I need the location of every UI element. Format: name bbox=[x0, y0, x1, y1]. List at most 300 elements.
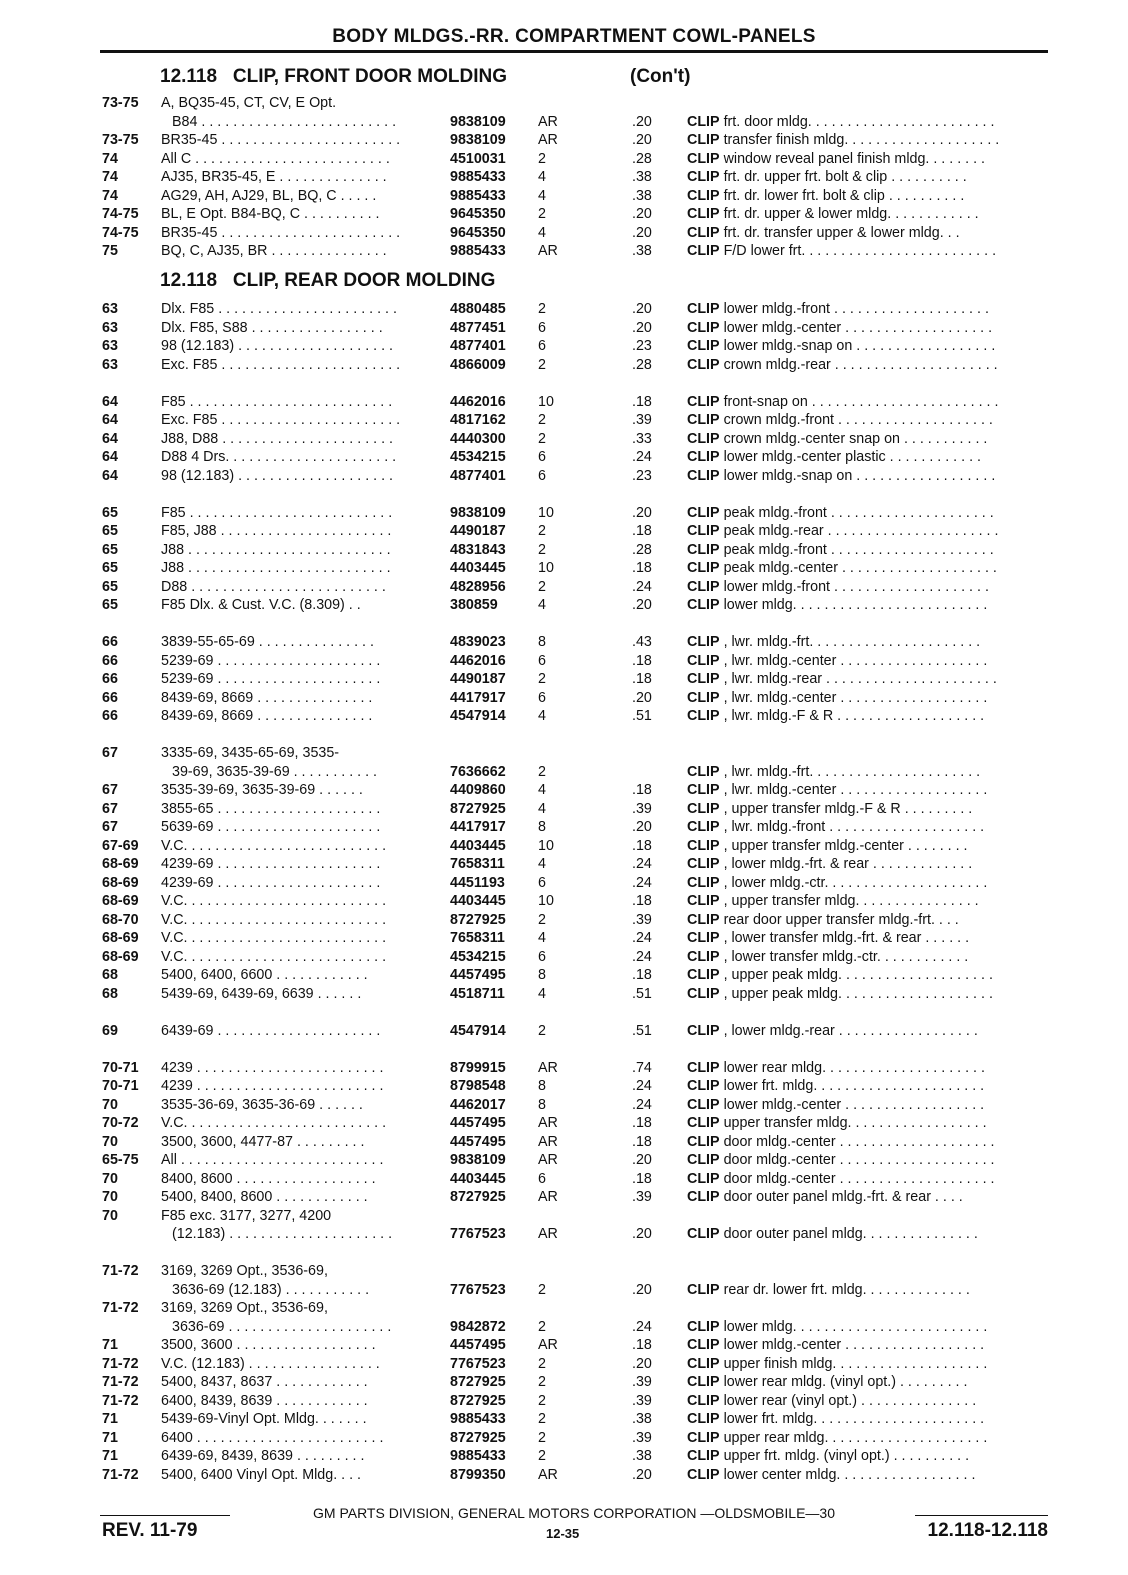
description-cell bbox=[687, 1170, 1049, 1188]
clip-label: CLIP bbox=[687, 634, 720, 650]
clip-label: CLIP bbox=[687, 1226, 720, 1242]
quantity-cell: 6 bbox=[538, 689, 546, 706]
quantity-cell: AR bbox=[538, 1466, 558, 1483]
description-cell bbox=[687, 131, 1049, 149]
table-row bbox=[0, 94, 1128, 112]
year-cell: 68-69 bbox=[102, 930, 139, 946]
table-row bbox=[0, 356, 1128, 374]
quantity-cell: 6 bbox=[538, 652, 546, 669]
application-cell: BR35-45 . . . . . . . . . . . . . . . . . . . . . . . bbox=[161, 132, 401, 148]
clip-label: CLIP bbox=[687, 1392, 720, 1409]
year-cell: 74 bbox=[102, 187, 118, 204]
part-number-cell: 4534215 bbox=[450, 449, 506, 465]
quantity-cell: 10 bbox=[538, 393, 554, 410]
clip-label: CLIP bbox=[687, 1411, 720, 1427]
price-cell: .28 bbox=[632, 541, 652, 558]
clip-label: CLIP bbox=[687, 763, 720, 780]
application-cell: V.C. . . . . . . . . . . . . . . . . . . . . . . . . . bbox=[161, 948, 387, 965]
part-number-cell: 4831843 bbox=[450, 541, 506, 558]
table-row bbox=[0, 504, 1128, 522]
part-number-cell: 8727925 bbox=[450, 1374, 506, 1390]
year-cell: 71-72 bbox=[102, 1374, 139, 1390]
clip-label: CLIP bbox=[687, 782, 720, 798]
application-cell: BQ, C, AJ35, BR . . . . . . . . . . . . . . . bbox=[161, 243, 387, 259]
part-number-cell: 9842872 bbox=[450, 1318, 506, 1335]
part-number-cell: 4457495 bbox=[450, 967, 506, 983]
table-row bbox=[0, 929, 1128, 947]
quantity-cell: 4 bbox=[538, 782, 546, 798]
quantity-cell: 6 bbox=[538, 948, 546, 965]
table-row bbox=[0, 855, 1128, 873]
table-row bbox=[0, 1170, 1128, 1188]
price-cell: .18 bbox=[632, 671, 652, 687]
description-cell bbox=[687, 393, 1049, 411]
table-row bbox=[0, 1336, 1128, 1354]
part-number-cell: 8727925 bbox=[450, 1189, 506, 1205]
table-row bbox=[0, 205, 1128, 223]
description-cell bbox=[687, 596, 1049, 614]
application-cell: J88 . . . . . . . . . . . . . . . . . . . . . . . . . . bbox=[161, 541, 391, 558]
description-text: , upper peak mldg. . . . . . . . . . . . . . . . . . . . bbox=[723, 985, 993, 1002]
description-cell bbox=[687, 1281, 1049, 1299]
table-row bbox=[0, 670, 1128, 688]
part-number-cell: 7636662 bbox=[450, 763, 506, 780]
application-cell: V.C. (12.183) . . . . . . . . . . . . . . . . . bbox=[161, 1355, 380, 1372]
quantity-cell: 6 bbox=[538, 467, 546, 484]
application-cell: 3169, 3269 Opt., 3536-69, bbox=[161, 1300, 328, 1316]
quantity-cell: AR bbox=[538, 1189, 558, 1205]
application-cell: 3636-69 . . . . . . . . . . . . . . . . . . . . . bbox=[172, 1318, 392, 1335]
clip-label: CLIP bbox=[687, 856, 720, 872]
price-cell: .20 bbox=[632, 1355, 652, 1372]
application-cell: D88 4 Drs. . . . . . . . . . . . . . . . . . . . . . bbox=[161, 449, 397, 465]
table-row bbox=[0, 744, 1128, 762]
quantity-cell: 2 bbox=[538, 301, 546, 317]
table-row bbox=[0, 1096, 1128, 1114]
part-number-cell: 8727925 bbox=[450, 911, 506, 928]
quantity-cell: 2 bbox=[538, 1392, 546, 1409]
application-cell: F85 . . . . . . . . . . . . . . . . . . . . . . . . . . bbox=[161, 504, 393, 521]
year-cell: 70 bbox=[102, 1170, 118, 1187]
application-cell: V.C. . . . . . . . . . . . . . . . . . . . . . . . . . bbox=[161, 893, 387, 909]
quantity-cell: 2 bbox=[538, 1355, 546, 1372]
table-row bbox=[0, 168, 1128, 186]
part-number-cell: 4462017 bbox=[450, 1096, 506, 1113]
year-cell: 63 bbox=[102, 356, 118, 373]
application-cell: 8439-69, 8669 . . . . . . . . . . . . . . . bbox=[161, 689, 373, 706]
year-cell: 70 bbox=[102, 1133, 118, 1150]
part-number-cell: 8727925 bbox=[450, 800, 506, 817]
application-cell: 6400 . . . . . . . . . . . . . . . . . . . . . . . . bbox=[161, 1429, 384, 1446]
quantity-cell: 4 bbox=[538, 169, 546, 185]
table-row bbox=[0, 1225, 1128, 1243]
part-number-cell: 4534215 bbox=[450, 948, 506, 965]
application-cell: AJ35, BR35-45, E . . . . . . . . . . . . . . bbox=[161, 169, 387, 185]
part-number-cell: 4403445 bbox=[450, 893, 506, 909]
price-cell: .20 bbox=[632, 206, 652, 222]
quantity-cell: 2 bbox=[538, 541, 546, 558]
description-cell bbox=[687, 1392, 1049, 1410]
section-reference: 12.118-12.118 bbox=[927, 1520, 1048, 1541]
table-row bbox=[0, 1410, 1128, 1428]
clip-label: CLIP bbox=[687, 800, 720, 817]
table-row bbox=[0, 1318, 1128, 1336]
price-cell: .38 bbox=[632, 187, 652, 204]
description-cell bbox=[687, 578, 1049, 596]
description-text: , lwr. mldg.-center . . . . . . . . . . . . . . . . . . . bbox=[723, 689, 988, 706]
description-text: door mldg.-center . . . . . . . . . . . . . . . . . . . . bbox=[723, 1133, 995, 1150]
table-row bbox=[0, 187, 1128, 205]
description-text: rear door upper transfer mldg.-frt. . . . bbox=[723, 911, 959, 928]
year-cell: 64 bbox=[102, 467, 118, 484]
part-number-cell: 7767523 bbox=[450, 1281, 506, 1298]
clip-label: CLIP bbox=[687, 967, 720, 983]
year-cell: 73-75 bbox=[102, 95, 139, 111]
year-cell: 64 bbox=[102, 430, 118, 447]
price-cell: .23 bbox=[632, 338, 652, 354]
price-cell: .18 bbox=[632, 523, 652, 539]
table-row bbox=[0, 689, 1128, 707]
year-cell: 74-75 bbox=[102, 224, 139, 241]
part-number-cell: 4457495 bbox=[450, 1133, 506, 1150]
table-row bbox=[0, 1466, 1128, 1484]
table-row bbox=[0, 319, 1128, 337]
price-cell: .28 bbox=[632, 356, 652, 373]
application-cell: Exc. F85 . . . . . . . . . . . . . . . . . . . . . . . bbox=[161, 356, 401, 373]
part-number-cell: 4490187 bbox=[450, 671, 506, 687]
part-number-cell: 4451193 bbox=[450, 874, 505, 891]
price-cell: .51 bbox=[632, 985, 652, 1002]
price-cell: .39 bbox=[632, 800, 652, 817]
part-number-cell: 9838109 bbox=[450, 132, 506, 148]
application-cell: V.C. . . . . . . . . . . . . . . . . . . . . . . . . . bbox=[161, 911, 387, 928]
table-row bbox=[0, 985, 1128, 1003]
description-cell bbox=[687, 911, 1049, 929]
description-text: F/D lower frt. . . . . . . . . . . . . . . . . . . . . . . . . bbox=[723, 243, 997, 259]
quantity-cell: AR bbox=[538, 1059, 558, 1076]
description-text: lower rear mldg. (vinyl opt.) . . . . . . . . . bbox=[723, 1374, 968, 1390]
quantity-cell: 6 bbox=[538, 319, 546, 336]
application-cell: F85, J88 . . . . . . . . . . . . . . . . . . . . . . bbox=[161, 523, 392, 539]
year-cell: 66 bbox=[102, 634, 118, 650]
year-cell: 63 bbox=[102, 338, 118, 354]
description-cell bbox=[687, 1318, 1049, 1336]
part-number-cell: 4547914 bbox=[450, 708, 506, 724]
description-text: lower mldg.-center plastic . . . . . . . . . . . . bbox=[723, 449, 981, 465]
quantity-cell: AR bbox=[538, 1152, 558, 1168]
year-cell: 66 bbox=[102, 689, 118, 706]
price-cell: .18 bbox=[632, 967, 652, 983]
year-cell: 71-72 bbox=[102, 1355, 139, 1372]
description-text: rear dr. lower frt. mldg. . . . . . . . . . . . . . bbox=[723, 1281, 970, 1298]
description-cell bbox=[687, 1466, 1049, 1484]
table-row bbox=[0, 448, 1128, 466]
part-number-cell: 4462016 bbox=[450, 393, 506, 410]
description-cell bbox=[687, 837, 1049, 855]
part-number-cell: 4877451 bbox=[450, 319, 506, 336]
quantity-cell: 10 bbox=[538, 893, 554, 909]
price-cell: .20 bbox=[632, 1281, 652, 1298]
clip-label: CLIP bbox=[687, 113, 720, 130]
quantity-cell: AR bbox=[538, 243, 558, 259]
application-cell: V.C. . . . . . . . . . . . . . . . . . . . . . . . . . bbox=[161, 930, 387, 946]
price-cell: .28 bbox=[632, 150, 652, 167]
clip-label: CLIP bbox=[687, 1022, 720, 1039]
table-row bbox=[0, 1114, 1128, 1132]
price-cell: .18 bbox=[632, 1337, 652, 1353]
year-cell: 74-75 bbox=[102, 206, 139, 222]
year-cell: 65 bbox=[102, 578, 118, 595]
description-cell bbox=[687, 1022, 1049, 1040]
description-text: upper frt. mldg. (vinyl opt.) . . . . . . . . . . bbox=[723, 1448, 970, 1464]
price-cell: .18 bbox=[632, 782, 652, 798]
price-cell: .20 bbox=[632, 1466, 652, 1483]
clip-label: CLIP bbox=[687, 523, 720, 539]
application-cell: 3839-55-65-69 . . . . . . . . . . . . . . . bbox=[161, 634, 374, 650]
application-cell: V.C. . . . . . . . . . . . . . . . . . . . . . . . . . bbox=[161, 837, 387, 854]
part-number-cell: 4462016 bbox=[450, 652, 506, 669]
clip-label: CLIP bbox=[687, 1466, 720, 1483]
description-cell bbox=[687, 205, 1049, 223]
clip-label: CLIP bbox=[687, 1133, 720, 1150]
description-text: door mldg.-center . . . . . . . . . . . . . . . . . . . . bbox=[723, 1152, 995, 1168]
description-cell bbox=[687, 337, 1049, 355]
description-cell bbox=[687, 966, 1049, 984]
description-text: , lower transfer mldg.-ctr. . . . . . . . . . . . bbox=[723, 948, 969, 965]
table-row bbox=[0, 1392, 1128, 1410]
year-cell: 71 bbox=[102, 1411, 118, 1427]
price-cell: .24 bbox=[632, 856, 652, 872]
table-row bbox=[0, 763, 1128, 781]
year-cell: 64 bbox=[102, 449, 118, 465]
part-number-cell: 8727925 bbox=[450, 1429, 506, 1446]
description-cell bbox=[687, 168, 1049, 186]
application-cell: BR35-45 . . . . . . . . . . . . . . . . . . . . . . . bbox=[161, 224, 401, 241]
clip-label: CLIP bbox=[687, 224, 720, 241]
quantity-cell: 8 bbox=[538, 634, 546, 650]
description-text: upper transfer mldg. . . . . . . . . . . . . . . . . . bbox=[723, 1115, 987, 1131]
price-cell: .51 bbox=[632, 1022, 652, 1039]
quantity-cell: 4 bbox=[538, 800, 546, 817]
application-cell: B84 . . . . . . . . . . . . . . . . . . . . . . . . . bbox=[172, 113, 397, 130]
application-cell: 3500, 3600 . . . . . . . . . . . . . . . . . . bbox=[161, 1337, 376, 1353]
description-text: upper finish mldg. . . . . . . . . . . . . . . . . . . . bbox=[723, 1355, 988, 1372]
price-cell: .20 bbox=[632, 819, 652, 835]
quantity-cell: AR bbox=[538, 1133, 558, 1150]
application-cell: 3169, 3269 Opt., 3536-69, bbox=[161, 1263, 328, 1279]
year-cell: 63 bbox=[102, 301, 118, 317]
clip-label: CLIP bbox=[687, 169, 720, 185]
application-cell: 6439-69 . . . . . . . . . . . . . . . . . . . . . bbox=[161, 1022, 381, 1039]
table-row bbox=[0, 242, 1128, 260]
part-number-cell: 4866009 bbox=[450, 356, 506, 373]
quantity-cell: 2 bbox=[538, 1022, 546, 1039]
description-text: transfer finish mldg. . . . . . . . . . . . . . . . . . . . bbox=[723, 132, 1000, 148]
revision-label: REV. 11-79 bbox=[102, 1520, 198, 1541]
clip-label: CLIP bbox=[687, 874, 720, 891]
quantity-cell: 2 bbox=[538, 412, 546, 428]
clip-label: CLIP bbox=[687, 708, 720, 724]
price-cell: .20 bbox=[632, 132, 652, 148]
price-cell: .24 bbox=[632, 449, 652, 465]
table-row bbox=[0, 150, 1128, 168]
quantity-cell: 2 bbox=[538, 356, 546, 373]
description-cell bbox=[687, 300, 1049, 318]
clip-label: CLIP bbox=[687, 1374, 720, 1390]
clip-label: CLIP bbox=[687, 652, 720, 669]
description-cell bbox=[687, 448, 1049, 466]
application-cell: V.C. . . . . . . . . . . . . . . . . . . . . . . . . . bbox=[161, 1115, 387, 1131]
part-number-cell: 4880485 bbox=[450, 301, 506, 317]
part-number-cell: 9645350 bbox=[450, 224, 506, 241]
year-cell: 65 bbox=[102, 523, 118, 539]
application-cell: All . . . . . . . . . . . . . . . . . . . . . . . . . . bbox=[161, 1152, 384, 1168]
description-cell bbox=[687, 670, 1049, 688]
description-cell bbox=[687, 1059, 1049, 1077]
quantity-cell: 10 bbox=[538, 504, 554, 521]
description-cell bbox=[687, 892, 1049, 910]
price-cell: .18 bbox=[632, 837, 652, 854]
table-row bbox=[0, 411, 1128, 429]
clip-label: CLIP bbox=[687, 504, 720, 521]
description-cell bbox=[687, 1410, 1049, 1428]
description-text: peak mldg.-rear . . . . . . . . . . . . . . . . . . . . . . bbox=[723, 523, 999, 539]
price-cell: .20 bbox=[632, 224, 652, 241]
price-cell: .24 bbox=[632, 874, 652, 891]
price-cell: .38 bbox=[632, 243, 652, 259]
table-row bbox=[0, 541, 1128, 559]
year-cell: 71 bbox=[102, 1429, 118, 1446]
part-number-cell: 4403445 bbox=[450, 560, 506, 576]
description-text: lower mldg. . . . . . . . . . . . . . . . . . . . . . . . . bbox=[723, 597, 988, 613]
part-number-cell: 4457495 bbox=[450, 1337, 506, 1353]
quantity-cell: 8 bbox=[538, 1096, 546, 1113]
year-cell: 67 bbox=[102, 800, 118, 817]
application-cell: J88 . . . . . . . . . . . . . . . . . . . . . . . . . . bbox=[161, 560, 391, 576]
year-cell: 68-69 bbox=[102, 948, 139, 965]
description-cell bbox=[687, 224, 1049, 242]
price-cell: .38 bbox=[632, 1448, 652, 1464]
year-cell: 70-72 bbox=[102, 1115, 139, 1131]
table-row bbox=[0, 522, 1128, 540]
table-row bbox=[0, 1299, 1128, 1317]
price-cell: .39 bbox=[632, 1392, 652, 1409]
clip-label: CLIP bbox=[687, 393, 720, 410]
part-number-cell: 7767523 bbox=[450, 1226, 506, 1242]
description-cell bbox=[687, 874, 1049, 892]
application-cell: 8439-69, 8669 . . . . . . . . . . . . . . . bbox=[161, 708, 373, 724]
part-number-cell: 4403445 bbox=[450, 837, 506, 854]
application-cell: 5239-69 . . . . . . . . . . . . . . . . . . . . . bbox=[161, 652, 381, 669]
clip-label: CLIP bbox=[687, 837, 720, 854]
clip-label: CLIP bbox=[687, 319, 720, 336]
table-row bbox=[0, 393, 1128, 411]
clip-label: CLIP bbox=[687, 1448, 720, 1464]
clip-label: CLIP bbox=[687, 449, 720, 465]
quantity-cell: 2 bbox=[538, 1448, 546, 1464]
year-cell: 71-72 bbox=[102, 1392, 139, 1409]
table-row bbox=[0, 224, 1128, 242]
application-cell: (12.183) . . . . . . . . . . . . . . . . . . . . . bbox=[172, 1226, 393, 1242]
clip-label: CLIP bbox=[687, 1281, 720, 1298]
application-cell: 5439-69-Vinyl Opt. Mldg. . . . . . . bbox=[161, 1411, 367, 1427]
price-cell: .20 bbox=[632, 1226, 652, 1242]
clip-label: CLIP bbox=[687, 1078, 720, 1094]
quantity-cell: 4 bbox=[538, 224, 546, 241]
description-cell bbox=[687, 800, 1049, 818]
price-cell: .39 bbox=[632, 1189, 652, 1205]
description-text: front-snap on . . . . . . . . . . . . . . . . . . . . . . . . bbox=[723, 393, 999, 410]
quantity-cell: 2 bbox=[538, 671, 546, 687]
footer-rule-left bbox=[100, 1515, 230, 1516]
part-number-cell: 8799350 bbox=[450, 1466, 506, 1483]
application-cell: 98 (12.183) . . . . . . . . . . . . . . . . . . . . bbox=[161, 338, 394, 354]
quantity-cell: AR bbox=[538, 113, 558, 130]
year-cell: 66 bbox=[102, 671, 118, 687]
table-row bbox=[0, 467, 1128, 485]
description-cell bbox=[687, 948, 1049, 966]
year-cell: 71-72 bbox=[102, 1300, 139, 1316]
description-text: lower mldg.-snap on . . . . . . . . . . . . . . . . . . bbox=[723, 338, 996, 354]
price-cell: .24 bbox=[632, 1078, 652, 1094]
year-cell: 65 bbox=[102, 597, 118, 613]
year-cell: 71-72 bbox=[102, 1263, 139, 1279]
year-cell: 75 bbox=[102, 243, 118, 259]
clip-label: CLIP bbox=[687, 1115, 720, 1131]
application-cell: 5400, 8400, 8600 . . . . . . . . . . . . bbox=[161, 1189, 368, 1205]
description-cell bbox=[687, 1373, 1049, 1391]
clip-label: CLIP bbox=[687, 1318, 720, 1335]
table-row bbox=[0, 1447, 1128, 1465]
application-cell: All C . . . . . . . . . . . . . . . . . . . . . . . . . bbox=[161, 150, 390, 167]
table-row bbox=[0, 652, 1128, 670]
description-text: lower center mldg. . . . . . . . . . . . . . . . . . bbox=[723, 1466, 976, 1483]
application-cell: Dlx. F85 . . . . . . . . . . . . . . . . . . . . . . . bbox=[161, 301, 397, 317]
part-number-cell: 7658311 bbox=[450, 930, 505, 946]
application-cell: 5400, 8437, 8637 . . . . . . . . . . . . bbox=[161, 1374, 368, 1390]
description-text: , upper transfer mldg. . . . . . . . . . . . . . . . bbox=[723, 893, 979, 909]
price-cell: .39 bbox=[632, 412, 652, 428]
table-row bbox=[0, 911, 1128, 929]
description-text: , lwr. mldg.-F & R . . . . . . . . . . . . . . . . . . . bbox=[723, 708, 985, 724]
price-cell: .20 bbox=[632, 319, 652, 336]
part-number-cell: 4409860 bbox=[450, 782, 506, 798]
part-number-cell: 4440300 bbox=[450, 430, 506, 447]
description-text: , lower mldg.-rear . . . . . . . . . . . . . . . . . . bbox=[723, 1022, 978, 1039]
description-text: lower rear mldg. . . . . . . . . . . . . . . . . . . . . bbox=[723, 1059, 985, 1076]
clip-label: CLIP bbox=[687, 243, 720, 259]
description-text: lower rear (vinyl opt.) . . . . . . . . . . . . . . . bbox=[723, 1392, 977, 1409]
description-text: door mldg.-center . . . . . . . . . . . . . . . . . . . . bbox=[723, 1170, 995, 1187]
year-cell: 65-75 bbox=[102, 1152, 139, 1168]
quantity-cell: 8 bbox=[538, 1078, 546, 1094]
quantity-cell: 2 bbox=[538, 150, 546, 167]
year-cell: 70-71 bbox=[102, 1059, 139, 1076]
price-cell: .24 bbox=[632, 948, 652, 965]
year-cell: 68-70 bbox=[102, 911, 139, 928]
description-text: lower mldg.-center . . . . . . . . . . . . . . . . . . bbox=[723, 1096, 985, 1113]
application-cell: 4239-69 . . . . . . . . . . . . . . . . . . . . . bbox=[161, 874, 381, 891]
clip-label: CLIP bbox=[687, 930, 720, 946]
part-number-cell: 9838109 bbox=[450, 504, 506, 521]
part-number-cell: 9885433 bbox=[450, 1411, 506, 1427]
description-text: , upper transfer mldg.-F & R . . . . . . . . . bbox=[723, 800, 973, 817]
description-text: , lwr. mldg.-frt. . . . . . . . . . . . . . . . . . . . . . bbox=[723, 634, 981, 650]
description-text: , lwr. mldg.-center . . . . . . . . . . . . . . . . . . . bbox=[723, 782, 988, 798]
clip-label: CLIP bbox=[687, 911, 720, 928]
part-number-cell: 4877401 bbox=[450, 467, 506, 484]
description-cell bbox=[687, 411, 1049, 429]
